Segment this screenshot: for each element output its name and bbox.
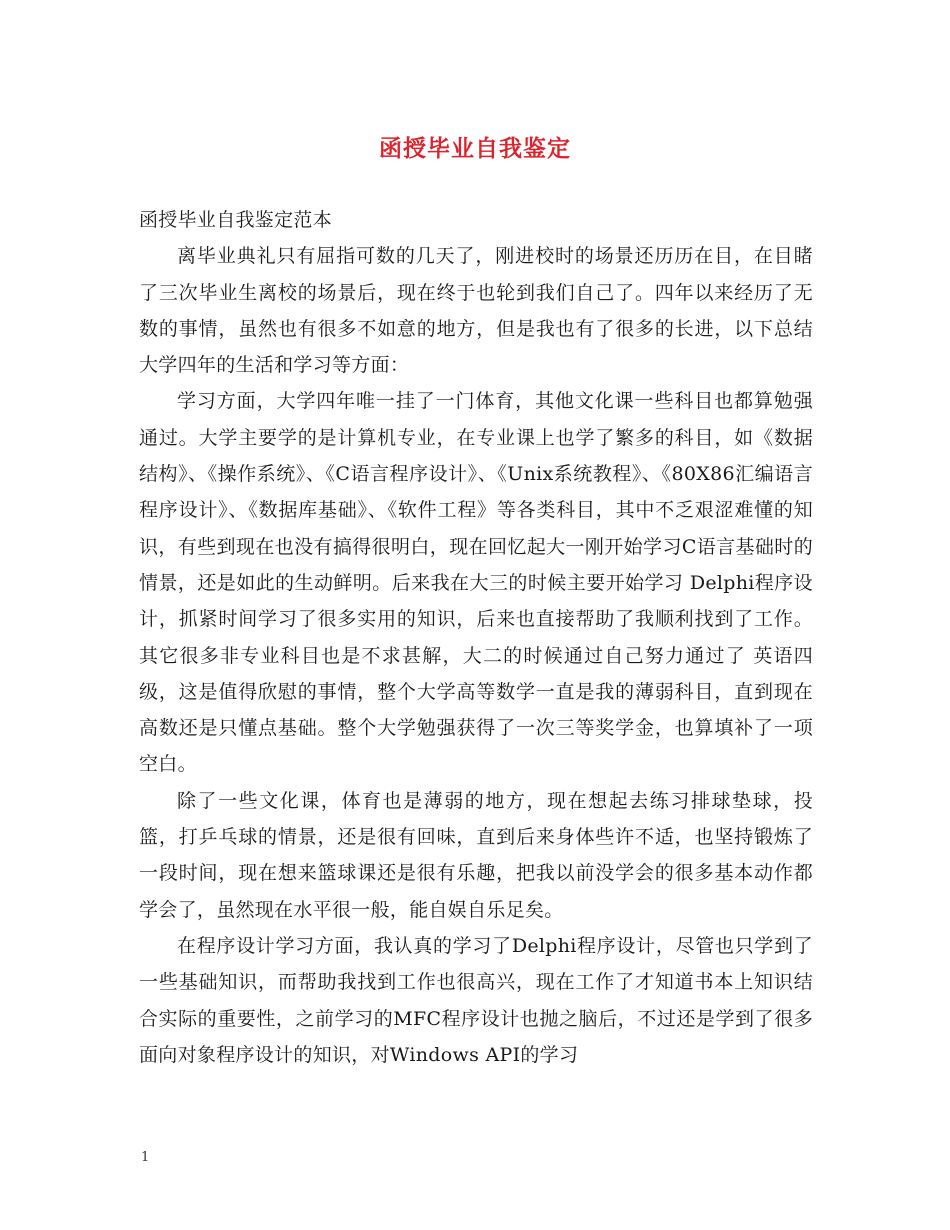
paragraph-graduation-intro: 离毕业典礼只有屈指可数的几天了，刚进校时的场景还历历在目，在目睹了三次毕业生离校的场景后，现在终于也轮到我们自己了。四年以来经历了无数的事情，虽然也有很多不如意的地方，但是我也有了很多的长进，以下总结大学四年的生活和学习等方面：	[139, 245, 813, 377]
paragraph-study: 学习方面，大学四年唯一挂了一门体育，其他文化课一些科目也都算勉强通过。大学主要学的是计算机专业，在专业课上也学了繁多的科目，如《数据结构》、《操作系统》、《C语言程序设计》、《Unix系统教程》、《80X86汇编语言程序设计》、《数据库基础》、《软件工程》等各类科目，其中不乏艰涩难懂的知识，有些到现在也没有搞得很明白，现在回忆起大一刚开始学习C语言基础时的情景，还是如此的生动鲜明。后来我在大三的时候主要开始学习 Delphi程序设计，抓紧时间学习了很多实用的知识，后来也直接帮助了我顺利找到了工作。其它很多非专业科目也是不求甚解，大二的时候通过自己努力通过了 英语四级，这是值得欣慰的事情，整个大学高等数学一直是我的薄弱科目，直到现在高数还是只懂点基础。整个大学勉强获得了一次三等奖学金，也算填补了一项空白。	[139, 390, 813, 776]
paragraph-sports: 除了一些文化课，体育也是薄弱的地方，现在想起去练习排球垫球，投篮，打乒乓球的情景，还是很有回味，直到后来身体些许不适，也坚持锻炼了一段时间，现在想来篮球课还是很有乐趣，把我以前没学会的很多基本动作都学会了，虽然现在水平很一般，能自娱自乐足矣。	[139, 789, 813, 921]
paragraph-programming: 在程序设计学习方面，我认真的学习了Delphi程序设计，尽管也只学到了一些基础知识，而帮助我找到工作也很高兴，现在工作了才知道书本上知识结合实际的重要性，之前学习的MFC程序设计也抛之脑后，不过还是学到了很多面向对象程序设计的知识，对Windows API的学习	[139, 934, 813, 1066]
document-subtitle: 函授毕业自我鉴定范本	[139, 209, 333, 231]
document-body	[139, 202, 813, 1073]
document-title: 函授毕业自我鉴定	[379, 135, 571, 162]
page-number: 1	[141, 1150, 150, 1165]
